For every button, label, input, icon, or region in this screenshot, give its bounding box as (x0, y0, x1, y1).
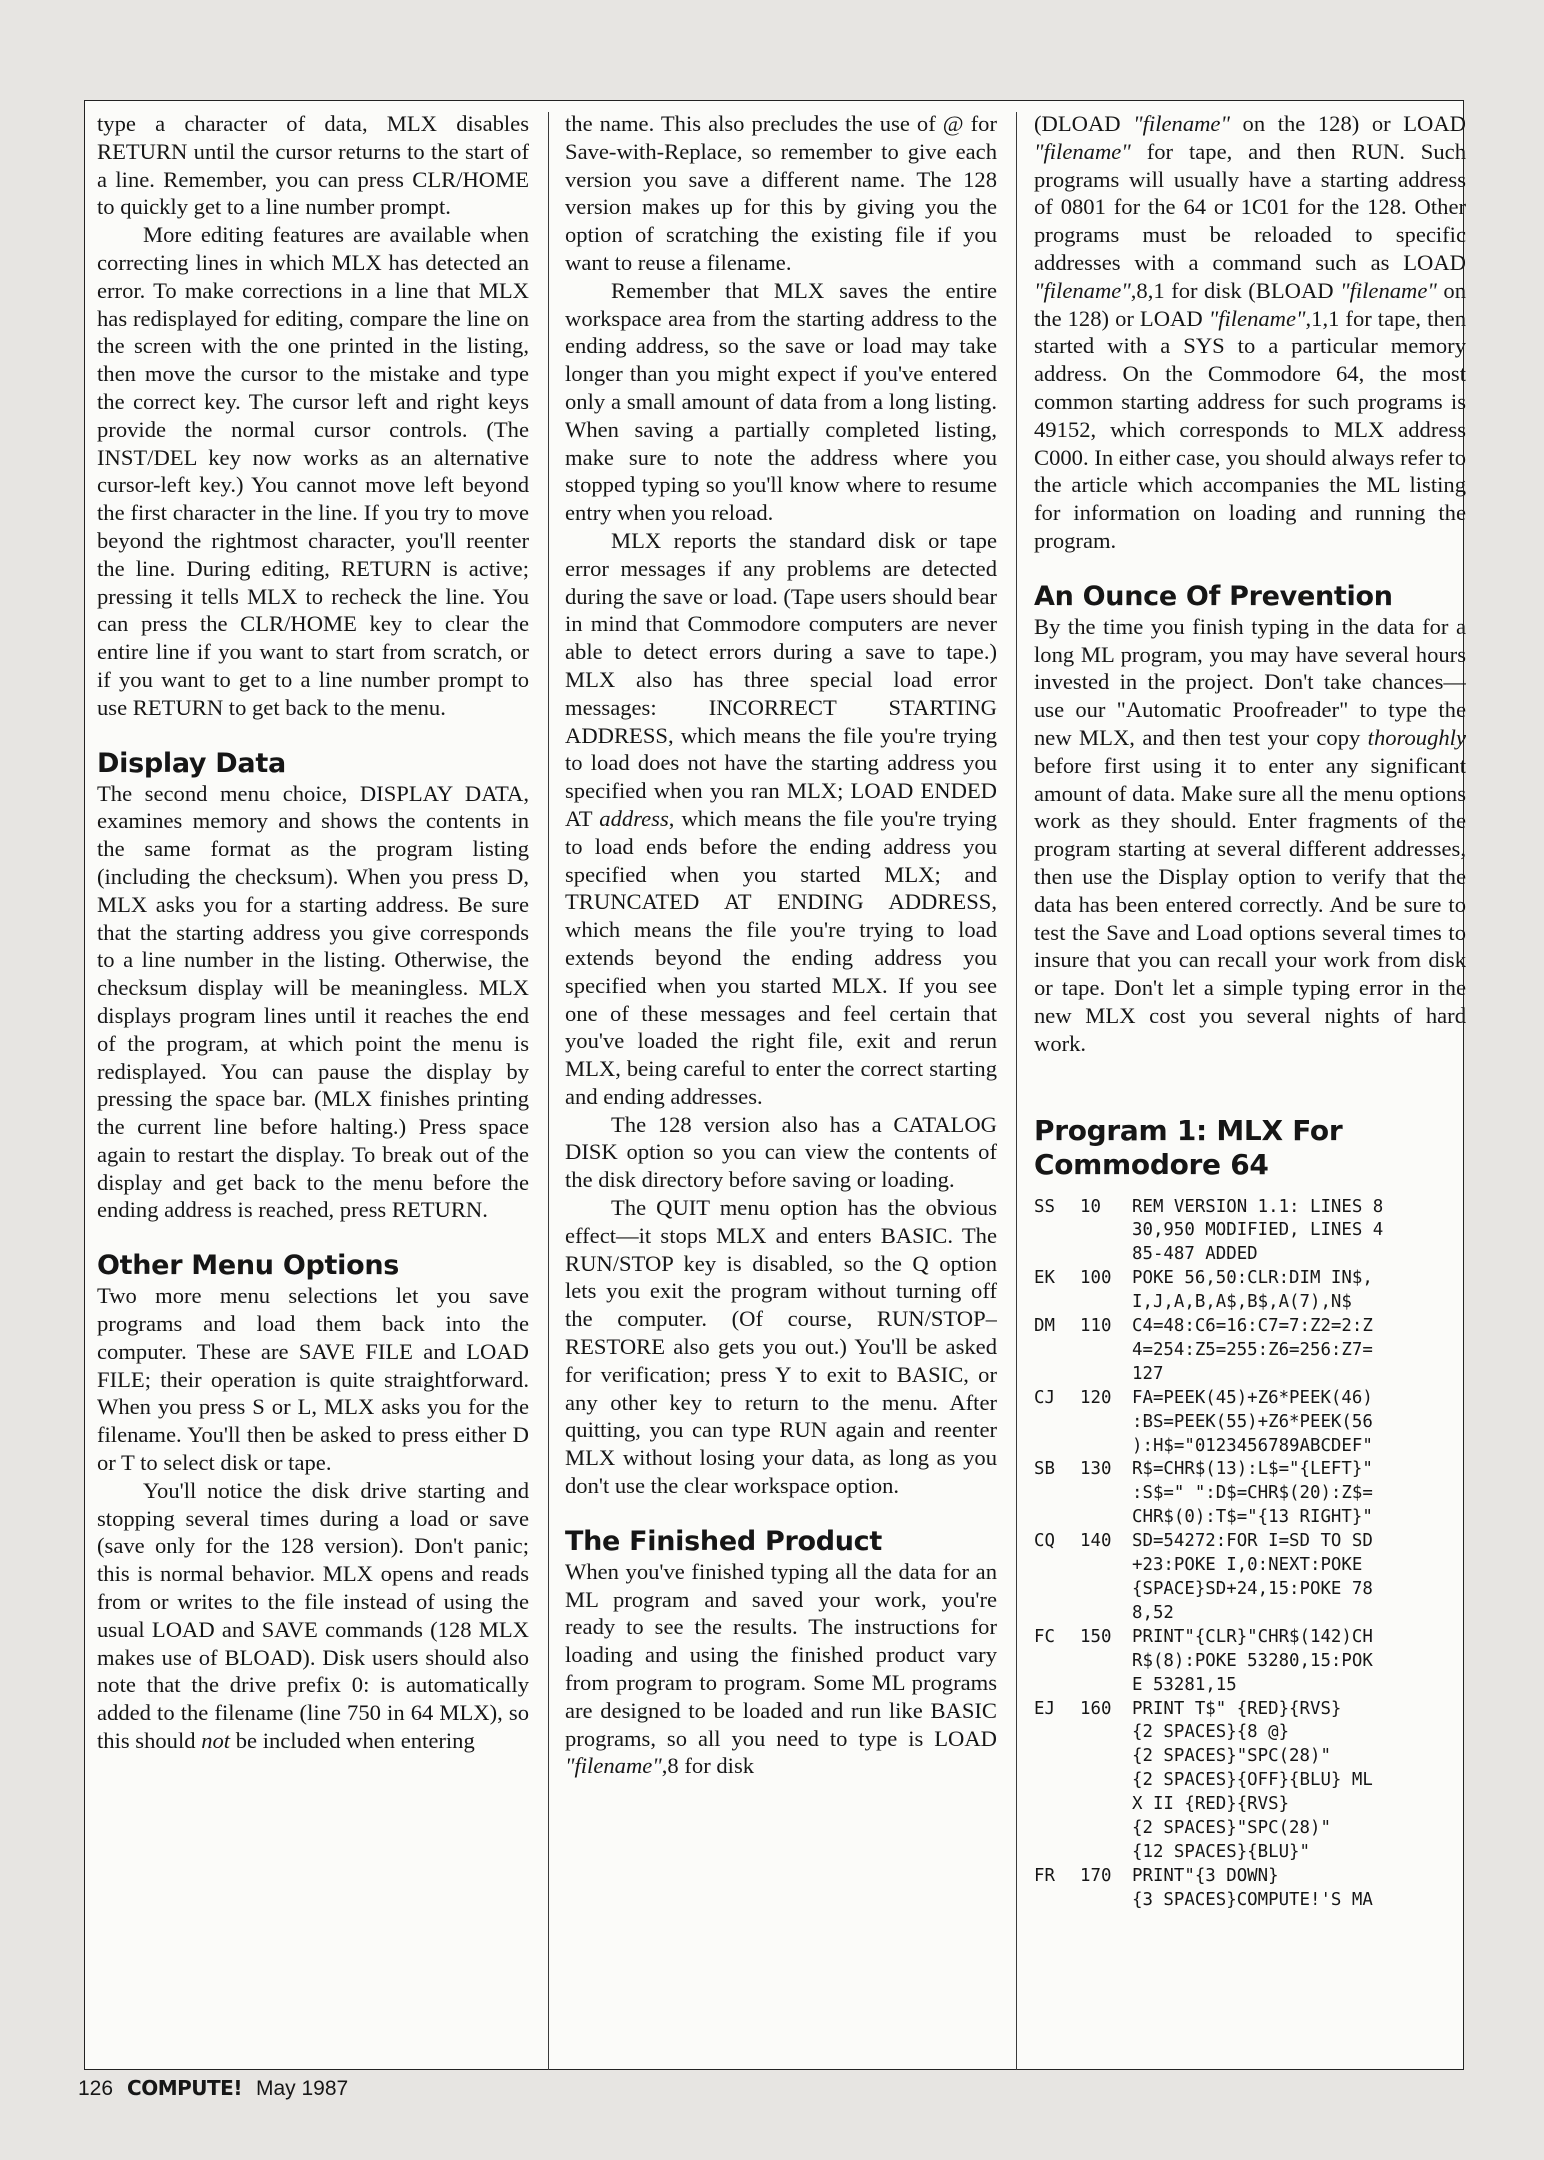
listing-line (1034, 1435, 1466, 1459)
listing-line (1034, 1841, 1466, 1865)
listing-line (1034, 1506, 1466, 1530)
paragraph: The QUIT menu option has the obvious effect—it stops MLX and enters BASIC. The RUN/STOP key is disabled, so the Q option lets you exit the program without turning off the computer. (Of course, RUN/STOP–RESTORE also gets you out.) You'll be asked for verification; press Y to exit to BASIC, or any other key to return to the menu. After quitting, you can type RUN again and reenter MLX without losing your data, as long as you don't use the clear workspace option. (565, 1195, 997, 1499)
column-rule (548, 112, 549, 2070)
checksum: CJ (1034, 1387, 1055, 1408)
code: R$=CHR$(13):L$="{LEFT}" (1132, 1459, 1373, 1480)
listing-line (1034, 1458, 1466, 1482)
column-1 (97, 110, 529, 2076)
listing-line (1034, 1745, 1466, 1769)
code: 30,950 MODIFIED, LINES 4 (1132, 1220, 1384, 1241)
listing-line (1034, 1817, 1466, 1841)
line-number: 110 (1080, 1316, 1112, 1337)
checksum: FR (1034, 1865, 1055, 1886)
code: {2 SPACES}{8 @} (1132, 1722, 1290, 1743)
code: +23:POKE I,0:NEXT:POKE (1132, 1555, 1363, 1576)
section-heading: Display Data (97, 747, 286, 779)
listing-line (1034, 1411, 1466, 1435)
code: :S$=" ":D$=CHR$(20):Z$= (1132, 1483, 1373, 1504)
listing-line (1034, 1793, 1466, 1817)
listing-line (1034, 1219, 1466, 1243)
code: E 53281,15 (1132, 1674, 1237, 1695)
page-number: 126 (78, 2077, 114, 2100)
listing-line (1034, 1291, 1466, 1315)
code: 85-487 ADDED (1132, 1244, 1258, 1265)
code: PRINT"{3 DOWN} (1132, 1865, 1279, 1886)
paragraph: The second menu choice, DISPLAY DATA, examines memory and shows the contents in the same format as the program listing (including the checksum). When you press D, MLX asks you for a starting address. Be sure that the starting address you give corresponds to a line number in the listing. Otherwise, the checksum display will be meaningless. MLX displays program lines until it reaches the end of the program, at which point the menu is redisplayed. You can pause the display by pressing the space bar. (MLX finishes printing the current line before halting.) Press space again to restart the display. To break out of the display and get back to the menu before the ending address is reached, press RETURN. (97, 780, 529, 1223)
listing-line (1034, 1339, 1466, 1363)
listing-line (1034, 1650, 1466, 1674)
paragraph: Two more menu selections let you save programs and load them back into the computer. These are SAVE FILE and LOAD FILE; their operation is quite straightforward. When you press S or L, MLX asks you for the filename. You'll then be asked to press either D or T to select disk or tape. (97, 1283, 529, 1476)
listing-line (1034, 1363, 1466, 1387)
listing-line (1034, 1674, 1466, 1698)
code: ):H$="0123456789ABCDEF" (1132, 1435, 1373, 1456)
paragraph: Remember that MLX saves the entire workspace area from the starting address to the ending address, so the save or load may take longer than you might expect if you've entered only a small amount of data from a long listing. When saving a partially completed listing, make sure to note the address where you stopped typing so you'll know where to resume entry when you reload. (565, 277, 997, 526)
code: {2 SPACES}"SPC(28)" (1132, 1746, 1331, 1767)
line-number: 160 (1080, 1698, 1112, 1719)
listing-line (1034, 1387, 1466, 1411)
paragraph: More editing features are available when correcting lines in which MLX has detected an error. To make corrections in a line that MLX has redisplayed for editing, compare the line on the screen with the one printed in the listing, then move the cursor to the mistake and type the correct key. The cursor left and right keys provide the normal cursor controls. (The INST/DEL key now works as an alternative cursor-left key.) You cannot move left beyond the first character in the line. If you try to move beyond the rightmost character, you'll reenter the line. During editing, RETURN is active; pressing it tells MLX to recheck the line. You can press the CLR/HOME key to clear the entire line if you want to start from scratch, or if you want to get to a line number prompt to use RETURN to get back to the menu. (97, 222, 529, 720)
issue-date: May 1987 (255, 2077, 349, 2100)
code: {2 SPACES}"SPC(28)" (1132, 1818, 1331, 1839)
listing-line (1034, 1769, 1466, 1793)
checksum: SB (1034, 1459, 1055, 1480)
code: {12 SPACES}{BLU}" (1132, 1841, 1310, 1862)
paragraph: When you've finished typing all the data for an ML program and saved your work, you're ready to see the results. The instructions for loading and using the finished product vary from program to program. Some ML programs are designed to be loaded and run like BASIC programs, so all you need to type is LOAD "filename",8 for disk (565, 1558, 997, 1779)
listing-line (1034, 1196, 1466, 1220)
checksum: DM (1034, 1316, 1055, 1337)
checksum: FC (1034, 1626, 1055, 1647)
listing-line (1034, 1267, 1466, 1291)
paragraph: type a character of data, MLX disables RETURN until the cursor returns to the start of a line. Remember, you can press CLR/HOME to quickly get to a line number prompt. (97, 111, 529, 220)
page-footer (78, 2076, 348, 2106)
listing-line (1034, 1865, 1466, 1889)
line-number: 150 (1080, 1626, 1112, 1647)
paragraph: The 128 version also has a CATALOG DISK option so you can view the contents of the disk directory before saving or loading. (565, 1111, 997, 1193)
paragraph: You'll notice the disk drive starting and stopping several times during a load or save (save only for the 128 version). Don't panic; this is normal behavior. MLX opens and reads from or writes to the file instead of using the usual LOAD and SAVE commands (128 MLX makes use of BLOAD). Disk users should also note that the drive prefix 0: is automatically added to the filename (line 750 in 64 MLX), so this should not be included when entering (97, 1477, 529, 1754)
code: X II {RED}{RVS} (1132, 1794, 1290, 1815)
paragraph: (DLOAD "filename" on the 128) or LOAD "filename" for tape, and then RUN. Such programs will usually have a starting address of 0801 for the 64 or 1C01 for the 128. Other programs must be reloaded to specific addresses with a command such as LOAD "filename",8,1 for disk (BLOAD "filename" on the 128) or LOAD "filename",1,1 for tape, then started with a SYS to a particular memory address. On the Commodore 64, the most common starting address for such programs is 49152, which corresponds to MLX address C000. In either case, you should always refer to the article which accompanies the ML listing for information on loading and running the program. (1034, 111, 1466, 553)
listing-line (1034, 1530, 1466, 1554)
listing-line (1034, 1243, 1466, 1267)
line-number: 140 (1080, 1531, 1112, 1552)
line-number: 100 (1080, 1268, 1112, 1289)
listing-line (1034, 1626, 1466, 1650)
code: :BS=PEEK(55)+Z6*PEEK(56 (1132, 1411, 1373, 1432)
program-listing (1034, 1196, 1466, 1913)
line-number: 170 (1080, 1865, 1112, 1886)
listing-line (1034, 1889, 1466, 1913)
listing-line (1034, 1698, 1466, 1722)
checksum: EJ (1034, 1698, 1055, 1719)
code: C4=48:C6=16:C7=7:Z2=2:Z (1132, 1316, 1373, 1337)
column-rule (1016, 112, 1017, 2070)
code: FA=PEEK(45)+Z6*PEEK(46) (1132, 1387, 1373, 1408)
code: REM VERSION 1.1: LINES 8 (1132, 1196, 1384, 1217)
listing-line (1034, 1602, 1466, 1626)
section-heading: Other Menu Options (97, 1250, 400, 1282)
code: CHR$(0):T$="{13 RIGHT}" (1132, 1507, 1373, 1528)
line-number: 10 (1080, 1196, 1101, 1217)
checksum: SS (1034, 1196, 1055, 1217)
code: I,J,A,B,A$,B$,A(7),N$ (1132, 1292, 1352, 1313)
line-number: 130 (1080, 1459, 1112, 1480)
code: {2 SPACES}{OFF}{BLU} ML (1132, 1770, 1373, 1791)
paragraph: By the time you finish typing in the data for a long ML program, you may have several hours invested in the project. Don't take chances—use our "Automatic Proofreader" to type the new MLX, and then test your copy thoroughly before first using it to enter any significant amount of data. Make sure all the menu options work as they should. Enter fragments of the program starting at several different addresses, then use the Display option to verify that the data has been entered correctly. And be sure to test the Save and Load options several times to insure that you can recall your work from disk or tape. Don't let a simple typing error in the new MLX cost you several nights of hard work. (1034, 613, 1466, 1056)
section-heading: An Ounce Of Prevention (1034, 580, 1393, 612)
code: R$(8):POKE 53280,15:POK (1132, 1650, 1373, 1671)
code: {SPACE}SD+24,15:POKE 78 (1132, 1579, 1373, 1599)
listing-line (1034, 1315, 1466, 1339)
column-2 (565, 110, 997, 2076)
listing-line (1034, 1482, 1466, 1506)
magazine-name: COMPUTE! (127, 2076, 242, 2100)
column-3 (1034, 110, 1466, 2076)
code: POKE 56,50:CLR:DIM IN$, (1132, 1268, 1373, 1289)
paragraph: MLX reports the standard disk or tape error messages if any problems are detected during the save or load. (Tape users should bear in mind that Commodore computers are never able to detect errors during a save to tape.) MLX also has three special load error messages: INCORRECT STARTING ADDRESS, which means the file you're trying to load does not have the starting address you specified when you ran MLX; LOAD ENDED AT address, which means the file you're trying to load ends before the ending address you specified when you started MLX; and TRUNCATED AT ENDING ADDRESS, which means the file you're trying to load extends beyond the ending address you specified when you started MLX. If you see one of these messages and feel certain that you've loaded the right file, exit and rerun MLX, being careful to enter the correct starting and ending addresses. (565, 527, 997, 1109)
code: SD=54272:FOR I=SD TO SD (1132, 1531, 1373, 1552)
code: 8,52 (1132, 1602, 1174, 1623)
program-title: Program 1: MLX For Commodore 64 (1034, 1113, 1343, 1181)
checksum: CQ (1034, 1531, 1055, 1552)
listing-line (1034, 1578, 1466, 1602)
code: 127 (1132, 1363, 1164, 1384)
checksum: EK (1034, 1268, 1055, 1289)
listing-line (1034, 1554, 1466, 1578)
listing-line (1034, 1721, 1466, 1745)
code: PRINT T$" {RED}{RVS} (1132, 1698, 1342, 1719)
paragraph: the name. This also precludes the use of @ for Save-with-Replace, so remember to give each version you save a different name. The 128 version makes up for this by giving you the option of scratching the existing file if you want to reuse a filename. (565, 111, 997, 275)
code: 4=254:Z5=255:Z6=256:Z7= (1132, 1339, 1373, 1360)
line-number: 120 (1080, 1387, 1112, 1408)
section-heading: The Finished Product (565, 1525, 882, 1557)
code: {3 SPACES}COMPUTE!'S MA (1132, 1889, 1373, 1910)
code: PRINT"{CLR}"CHR$(142)CH (1132, 1626, 1373, 1647)
